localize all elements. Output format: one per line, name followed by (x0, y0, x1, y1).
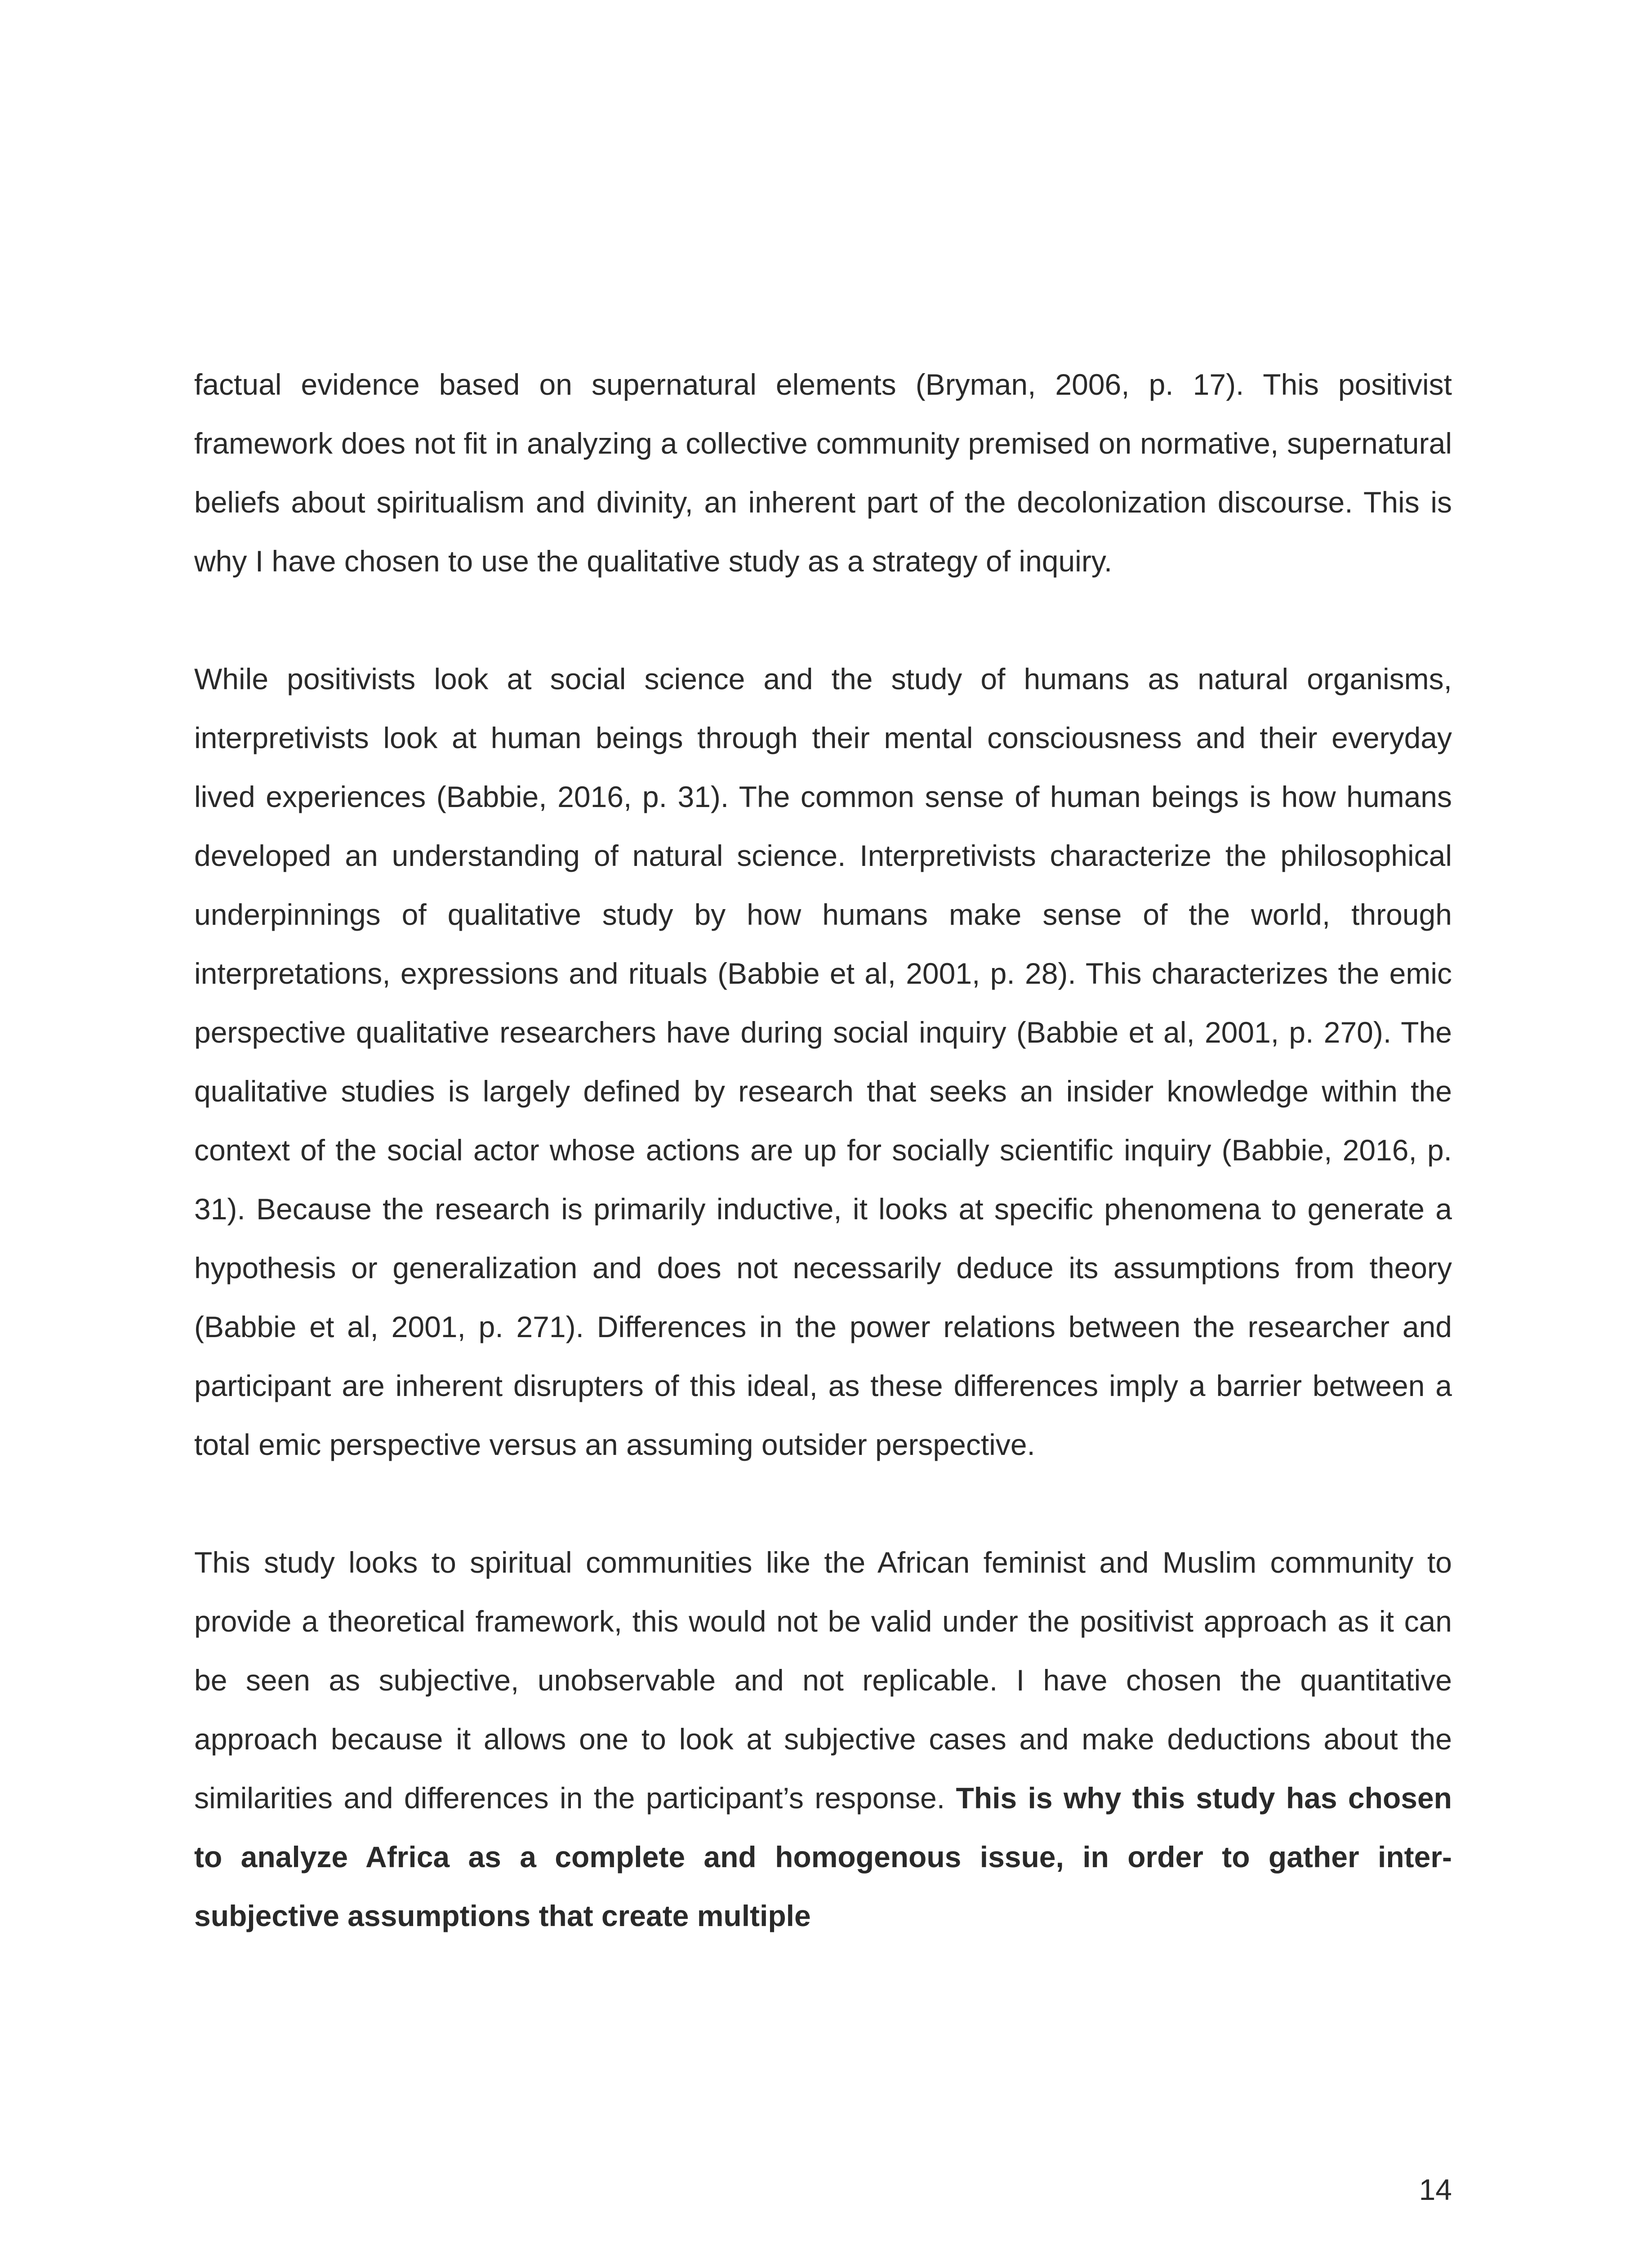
paragraph-2: While positivists look at social science and the study of humans as natural organisms, interpretivists look at human beings through their mental consciousness and their everyday lived experiences (Babbie, 2016, p. 31). The common sense of human beings is how humans developed an understanding of natural science. Interpretivists characterize the philosophical underpinnings of qualitative study by how humans make sense of the world, through interpretations, expressions and rituals (Babbie et al, 2001, p. 28). This characterizes the emic perspective qualitative researchers have during social inquiry (Babbie et al, 2001, p. 270). The qualitative studies is largely defined by research that seeks an insider knowledge within the context of the social actor whose actions are up for socially scientific inquiry (Babbie, 2016, p. 31). Because the research is primarily inductive, it looks at specific phenomena to generate a hypothesis or generalization and does not necessarily deduce its assumptions from theory (Babbie et al, 2001, p. 271). Differences in the power relations between the researcher and participant are inherent disrupters of this ideal, as these differences imply a barrier between a total emic perspective versus an assuming outsider perspective. (194, 662, 1452, 1461)
paragraph-1: factual evidence based on supernatural elements (Bryman, 2006, p. 17). This positivist framework does not fit in analyzing a collective community premised on normative, supernatural beliefs about spiritualism and divinity, an inherent part of the decolonization discourse. This is why I have chosen to use the qualitative study as a strategy of inquiry. (194, 368, 1452, 578)
body-text (194, 355, 1452, 1945)
paragraph-3-regular-text: This study looks to spiritual communities like the African feminist and Muslim community to provide a theoretical framework, this would not be valid under the positivist approach as it can be seen as subjective, unobservable and not replicable. I have chosen the quantitative approach because it allows one to look at subjective cases and make deductions about the similarities and differences in the participant’s response. (194, 1546, 1452, 1815)
page-number: 14 (1419, 2173, 1452, 2206)
paragraph-3-bold-text: This is why this study has chosen to analyze Africa as a complete and homogenous issue, in order to gather inter-subjective assumptions that create multiple (194, 1781, 1452, 1932)
paragraph-3 (194, 1533, 1452, 1945)
